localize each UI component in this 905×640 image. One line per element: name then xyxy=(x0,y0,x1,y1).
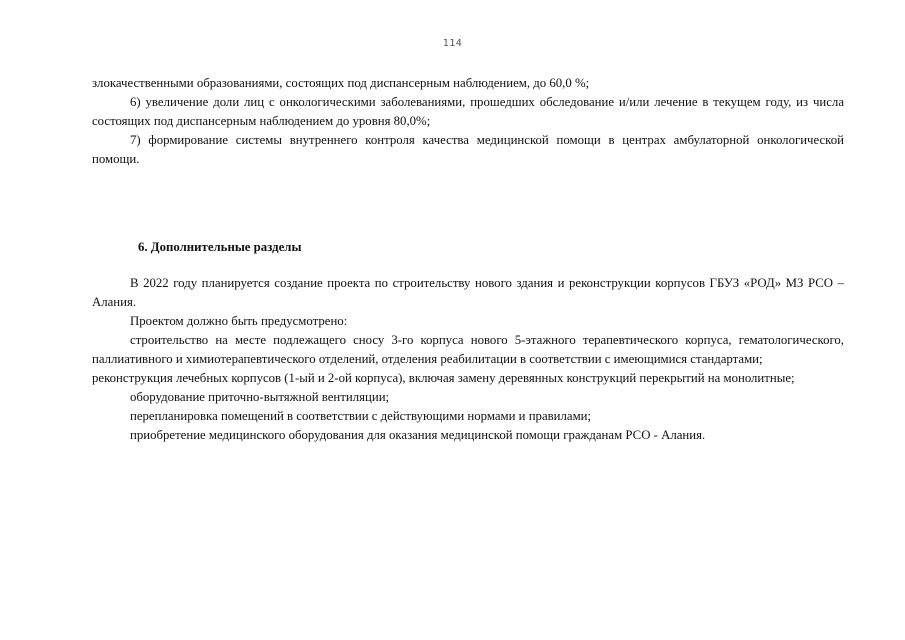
list-item: приобретение медицинского оборудования для оказания медицинской помощи гражданам РСО - Алания. xyxy=(130,428,706,442)
list-item: злокачественными образованиями, состоящих под диспансерным наблюдением, до 60,0 %; xyxy=(92,76,590,90)
section-intro: В 2022 году планируется создание проекта по строительству нового здания и реконструкции корпусов ГБУЗ «РОД» МЗ РСО – Алания. xyxy=(92,276,844,309)
section-body xyxy=(92,274,844,445)
page-number: 114 xyxy=(442,38,463,49)
list-item: оборудование приточно-вытяжной вентиляции; xyxy=(130,390,390,404)
reconstruction-item: реконструкция лечебных корпусов (1-ый и 2-ой корпуса), включая замену деревянных конструкций перекрытий на монолитные; xyxy=(92,371,795,385)
section-heading: 6. Дополнительные разделы xyxy=(138,240,302,254)
list-continuation xyxy=(92,74,844,169)
construction-item: строительство на месте подлежащего сносу 3-го корпуса нового 5-этажного терапевтического корпуса, гематологического, паллиативного и химиотерапевтического отделений, отделения реабилитации в соответствии с имеющимися стандартами; xyxy=(92,333,844,366)
list-item: 7) формирование системы внутреннего контроля качества медицинской помощи в центрах амбулаторной онкологической помощи. xyxy=(92,133,844,166)
list-item: перепланировка помещений в соответствии с действующими нормами и правилами; xyxy=(130,409,592,423)
section-lead: Проектом должно быть предусмотрено: xyxy=(130,314,348,328)
list-item: 6) увеличение доли лиц с онкологическими заболеваниями, прошедших обследование и/или лечение в текущем году, из числа состоящих под диспансерным наблюдением до уровня 80,0%; xyxy=(92,95,844,128)
